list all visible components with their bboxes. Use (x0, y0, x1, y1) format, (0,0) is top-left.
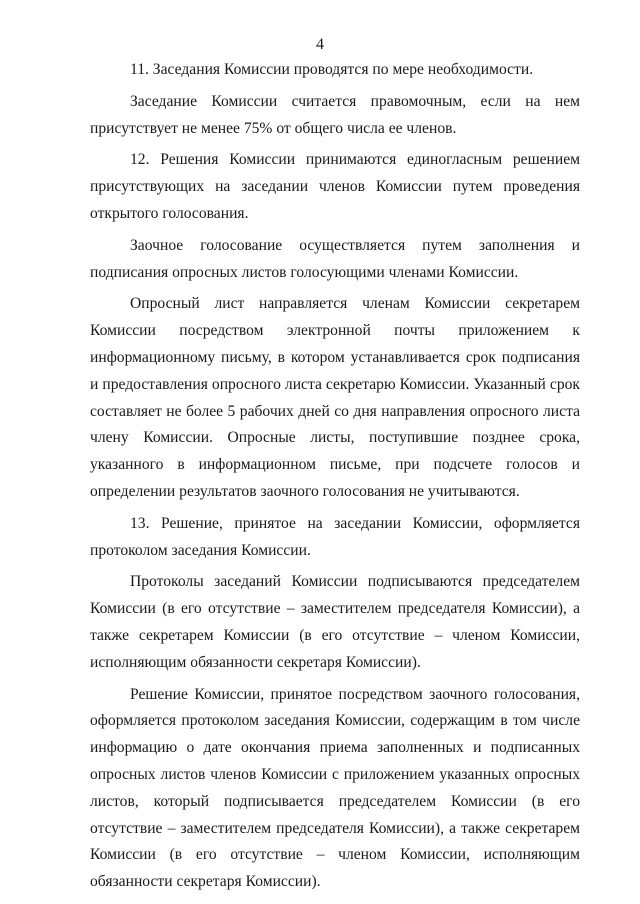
paragraph-questionnaire: Опросный лист направляется членам Комиссии секретарем Комиссии посредством электронной почты приложением к информационному письму, в котором устанавливается срок подписания и предоставления опросного листа секретарю Комиссии. Указанный срок составляет не более 5 рабочих дней со дня направления опросного листа члену Комиссии. Опросные листы, поступившие позднее срока, указанного в информационном письме, при подсчете голосов и определении результатов заочного голосования не учитываются. (90, 295, 580, 500)
paragraph-absentee-protocol: Решение Комиссии, принятое посредством заочного голосования, оформляется протоколом заседания Комиссии, содержащим в том числе информацию о дате окончания приема заполненных и подписанных опросных листов членов Комиссии с приложением указанных опросных листов, который подписывается председателем Комиссии (в его отсутствие – заместителем председателя Комиссии), а также секретарем Комиссии (в его отсутствие – членом Комиссии, исполняющим обязанности секретаря Комиссии). (90, 685, 580, 891)
paragraph-protocol-signing: Протоколы заседаний Комиссии подписываются председателем Комиссии (в его отсутствие – заместителем председателя Комиссии), а также секретарем Комиссии (в его отсутствие – членом Комиссии, исполняющим обязанности секретаря Комиссии). (90, 573, 580, 671)
document-body (90, 57, 580, 896)
page-number: 4 (316, 36, 324, 53)
paragraph-13: 13. Решение, принятое на заседании Комиссии, оформляется протоколом заседания Комиссии. (90, 514, 580, 559)
paragraph-quorum: Заседание Комиссии считается правомочным, если на нем присутствует не менее 75% от общего числа ее членов. (90, 92, 580, 137)
paragraph-11: 11. Заседания Комиссии проводятся по мере необходимости. (130, 61, 534, 78)
paragraph-12: 12. Решения Комиссии принимаются единогласным решением присутствующих на заседании членов Комиссии путем проведения открытого голосования. (90, 151, 580, 222)
paragraph-absentee-voting: Заочное голосование осуществляется путем заполнения и подписания опросных листов голосующими членами Комиссии. (90, 236, 580, 281)
